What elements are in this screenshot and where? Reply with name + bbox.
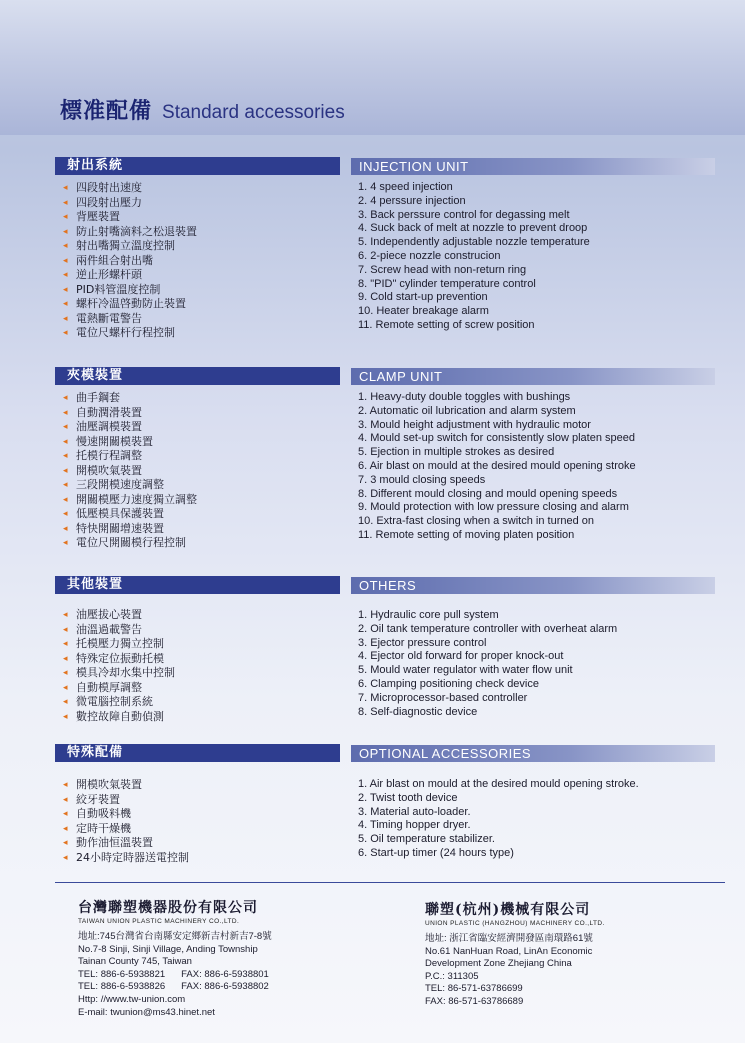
company-hangzhou — [425, 899, 605, 1009]
list-item: 3. Back perssure control for degassing melt — [358, 208, 570, 221]
section-title-zh-bar — [55, 157, 340, 175]
list-item-text: 防止射嘴滴料之松退裝置 — [76, 224, 197, 238]
list-item: 6. 2-piece nozzle construcion — [358, 249, 501, 262]
list-item: 11. Remote setting of moving platen position — [358, 528, 575, 541]
list-item: 5. Ejection in multiple strokes as desired — [358, 446, 555, 459]
section-injection-unit — [55, 157, 715, 347]
list-item-text: 螺杆冷温啓動防止裝置 — [76, 297, 186, 310]
list-item: 6. Clamping positioning check device — [358, 677, 539, 690]
list-item-text: 特殊定位振動托模 — [76, 651, 164, 665]
bullet-icon: ◂ — [63, 823, 68, 834]
list-item: 3. Material auto-loader. — [358, 805, 471, 818]
phone-row — [78, 981, 272, 994]
list-item: 1. 4 speed injection — [358, 181, 453, 193]
section-title-en: OPTIONAL ACCESSORIES — [359, 746, 532, 761]
list-item — [63, 507, 197, 522]
address-line: No.7-8 Sinji, Sinji Village, Anding Township — [78, 943, 258, 955]
list-item — [63, 666, 175, 681]
tel-number: TEL: 86-571-63786699 — [425, 983, 523, 995]
list-item: 4. Suck back of melt at nozzle to prevent droop — [358, 222, 588, 235]
list-item — [63, 464, 197, 479]
list-item — [63, 449, 197, 464]
list-item-text: 開模吹氣裝置 — [76, 778, 142, 791]
en-item-list — [358, 778, 639, 861]
bullet-icon: ◂ — [63, 523, 68, 534]
company-taiwan — [78, 897, 272, 1019]
list-item-text: 特快開關增速裝置 — [76, 521, 164, 535]
list-item: 1. Air blast on mould at the desired mould opening stroke. — [358, 778, 639, 790]
bullet-icon: ◂ — [63, 780, 68, 790]
en-item-list — [358, 391, 636, 543]
list-item — [63, 493, 197, 508]
section-title-zh: 特殊配備 — [67, 745, 124, 760]
bullet-icon: ◂ — [63, 538, 68, 548]
list-item-text: 低壓模具保護裝置 — [76, 507, 164, 520]
list-item-text: 微電腦控制系統 — [76, 695, 153, 708]
list-item — [63, 836, 189, 851]
list-item: 1. Heavy-duty double toggles with bushings — [358, 391, 571, 403]
bullet-icon: ◂ — [63, 328, 68, 338]
section-title-en: OTHERS — [359, 578, 417, 593]
bullet-icon: ◂ — [63, 241, 68, 251]
address-line: 地址:745台灣省台南縣安定鄉新吉村新吉7-8號 — [78, 931, 272, 942]
list-item-text: 油壓拔心裝置 — [76, 608, 142, 621]
list-item-text: 自動吸料機 — [76, 807, 131, 820]
bullet-icon: ◂ — [63, 838, 68, 848]
list-item — [63, 225, 197, 240]
section-header — [55, 576, 715, 594]
bullet-icon: ◂ — [63, 197, 68, 208]
list-item — [63, 681, 175, 696]
page-title-en: Standard accessories — [162, 102, 345, 123]
bullet-icon: ◂ — [63, 313, 68, 324]
bullet-icon: ◂ — [63, 610, 68, 620]
fax-number: FAX: 886-6-5938802 — [181, 981, 269, 993]
list-item — [63, 478, 197, 493]
section-title-zh: 射出系統 — [67, 158, 124, 173]
zh-item-list — [63, 181, 197, 341]
bullet-icon: ◂ — [63, 509, 68, 519]
footer-divider — [55, 882, 725, 883]
list-item — [63, 778, 189, 793]
bullet-icon: ◂ — [63, 624, 68, 635]
list-item — [63, 851, 189, 866]
list-item — [63, 822, 189, 837]
company-contact — [425, 933, 605, 1009]
list-item — [63, 268, 197, 283]
en-item-list — [358, 181, 590, 333]
bullet-icon: ◂ — [63, 653, 68, 664]
list-item-text: 油溫過載警告 — [76, 622, 142, 636]
list-item: 11. Remote setting of screw position — [358, 318, 535, 331]
list-item-text: 背壓裝置 — [76, 210, 120, 223]
list-item — [63, 522, 197, 537]
list-item: 6. Air blast on mould at the desired mould opening stroke — [358, 459, 636, 472]
list-item-text: 曲手鋼套 — [76, 391, 120, 404]
section-header — [55, 367, 715, 385]
list-item — [63, 695, 175, 710]
website-link[interactable]: Http: //www.tw-union.com — [78, 993, 186, 1005]
bullet-icon: ◂ — [63, 422, 68, 432]
list-item: 1. Hydraulic core pull system — [358, 609, 499, 621]
bullet-icon: ◂ — [63, 183, 68, 193]
zh-item-list — [63, 391, 197, 551]
list-item: 4. Mould set-up switch for consistently slow platen speed — [358, 432, 635, 445]
list-item-text: 開模吹氣裝置 — [76, 463, 142, 477]
bullet-icon: ◂ — [63, 407, 68, 418]
list-item — [63, 536, 197, 551]
bullet-icon: ◂ — [63, 436, 68, 447]
list-item-text: 電位尺開關模行程控制 — [76, 536, 186, 549]
list-item: 7. Microprocessor-based controller — [358, 691, 528, 704]
tel-number: TEL: 886-6-5938821 — [78, 968, 166, 980]
list-item-text: 慢速開關模裝置 — [76, 434, 153, 448]
list-item-text: 絞牙裝置 — [76, 792, 120, 806]
bullet-icon: ◂ — [63, 809, 68, 819]
list-item: 2. Oil tank temperature controller with overheat alarm — [358, 622, 618, 635]
list-item-text: 電熱斷電警告 — [76, 311, 142, 325]
section-title-en: CLAMP UNIT — [359, 369, 443, 384]
list-item — [63, 652, 175, 667]
list-item-text: 模具冷却水集中控制 — [76, 666, 175, 679]
list-item: 7. Screw head with non-return ring — [358, 263, 527, 276]
bullet-icon: ◂ — [63, 668, 68, 678]
list-item-text: 動作油恒溫裝置 — [76, 836, 153, 849]
list-item-text: 射出嘴獨立溫度控制 — [76, 239, 175, 252]
list-item: 10. Extra-fast closing when a switch in turned on — [358, 515, 595, 528]
list-item-text: 油壓調模裝置 — [76, 420, 142, 433]
list-item: 2. Automatic oil lubrication and alarm system — [358, 404, 576, 417]
list-item: 9. Mould protection with low pressure closing and alarm — [358, 501, 629, 514]
list-item — [63, 283, 197, 298]
bullet-icon: ◂ — [63, 480, 68, 490]
list-item: 8. Self-diagnostic device — [358, 705, 478, 718]
section-title-zh: 其他裝置 — [67, 577, 124, 592]
list-item-text: 開關模壓力速度獨立調整 — [76, 492, 197, 506]
list-item-text: 自動模厚調整 — [76, 680, 142, 694]
list-item-text: 自動潤滑裝置 — [76, 405, 142, 419]
list-item-text: 四段射出壓力 — [76, 195, 142, 209]
list-item: 8. "PID" cylinder temperature control — [358, 277, 536, 290]
bullet-icon: ◂ — [63, 212, 68, 222]
list-item-text: PID料管溫度控制 — [76, 282, 161, 296]
list-item-text: 電位尺螺杆行程控制 — [76, 326, 175, 339]
list-item — [63, 608, 175, 623]
bullet-icon: ◂ — [63, 465, 68, 476]
list-item-text: 四段射出速度 — [76, 181, 142, 194]
bullet-icon: ◂ — [63, 852, 68, 863]
company-contact — [78, 931, 272, 1019]
company-name-en: UNION PLASTIC (HANGZHOU) MACHINERY CO.,LTD. — [425, 920, 605, 927]
bullet-icon: ◂ — [63, 255, 68, 266]
section-title-en-bar — [351, 368, 715, 385]
section-title-en-bar — [351, 745, 715, 762]
list-item-text: 數控故障自動偵測 — [76, 709, 164, 723]
list-item-text: 托模行程調整 — [76, 449, 142, 462]
list-item: 2. 4 perssure injection — [358, 194, 466, 207]
list-item: 6. Start-up timer (24 hours type) — [358, 846, 514, 859]
bullet-icon: ◂ — [63, 494, 68, 505]
bullet-icon: ◂ — [63, 711, 68, 722]
tel-number: TEL: 886-6-5938826 — [78, 981, 166, 993]
list-item: 3. Ejector pressure control — [358, 636, 487, 649]
list-item — [63, 420, 197, 435]
list-item: 9. Cold start-up prevention — [358, 291, 488, 304]
bullet-icon: ◂ — [63, 270, 68, 280]
section-title-zh-bar — [55, 367, 340, 385]
section-header — [55, 157, 715, 175]
section-title-zh-bar — [55, 744, 340, 762]
list-item — [63, 312, 197, 327]
list-item — [63, 391, 197, 406]
page-title-zh: 標准配備 — [60, 98, 153, 124]
fax-number: FAX: 886-6-5938801 — [181, 968, 269, 980]
address-line: Development Zone Zhejiang China — [425, 958, 572, 970]
list-item: 4. Ejector old forward for proper knock-out — [358, 650, 564, 663]
postal-code: P.C.: 311305 — [425, 970, 479, 982]
list-item — [63, 297, 197, 312]
list-item-text: 定時干燥機 — [76, 821, 131, 835]
bullet-icon: ◂ — [63, 682, 68, 693]
list-item — [63, 254, 197, 269]
zh-item-list — [63, 778, 189, 865]
list-item — [63, 239, 197, 254]
list-item — [63, 210, 197, 225]
section-title-en: INJECTION UNIT — [359, 159, 469, 174]
list-item: 10. Heater breakage alarm — [358, 305, 489, 318]
list-item — [63, 807, 189, 822]
list-item — [63, 406, 197, 421]
bullet-icon: ◂ — [63, 697, 68, 707]
bullet-icon: ◂ — [63, 393, 68, 403]
bullet-icon: ◂ — [63, 639, 68, 649]
list-item: 3. Mould height adjustment with hydraulic motor — [358, 418, 591, 431]
list-item-text: 三段開模速度調整 — [76, 478, 164, 491]
section-title-en-bar — [351, 158, 715, 175]
list-item — [63, 326, 197, 341]
bullet-icon: ◂ — [63, 284, 68, 295]
email-link[interactable]: E-mail: twunion@ms43.hinet.net — [78, 1006, 215, 1018]
list-item — [63, 435, 197, 450]
list-item-text: 托模壓力獨立控制 — [76, 637, 164, 650]
address-line: 地址: 浙江省臨安經濟開發區南環路61號 — [425, 933, 593, 944]
list-item: 2. Twist tooth device — [358, 791, 458, 804]
fax-number: FAX: 86-571-63786689 — [425, 995, 524, 1007]
zh-item-list — [63, 608, 175, 724]
en-item-list — [358, 609, 617, 719]
bullet-icon: ◂ — [63, 299, 68, 309]
list-item: 5. Oil temperature stabilizer. — [358, 833, 495, 846]
list-item-text: 逆止形螺杆頭 — [76, 268, 142, 281]
bullet-icon: ◂ — [63, 794, 68, 805]
list-item — [63, 196, 197, 211]
section-title-en-bar — [351, 577, 715, 594]
page-title — [60, 94, 345, 124]
phone-row — [78, 969, 272, 982]
company-name-zh: 聯塑(杭州)機械有限公司 — [425, 902, 591, 918]
company-name-en: TAIWAN UNION PLASTIC MACHINERY CO.,LTD. — [78, 918, 240, 925]
section-clamp-unit — [55, 367, 715, 557]
section-header — [55, 744, 715, 762]
address-line: Tainan County 745, Taiwan — [78, 956, 192, 968]
bullet-icon: ◂ — [63, 226, 68, 237]
list-item — [63, 623, 175, 638]
list-item: 4. Timing hopper dryer. — [358, 819, 471, 832]
list-item — [63, 710, 175, 725]
list-item-text: 24小時定時器送電控制 — [76, 850, 189, 864]
section-title-zh: 夾模裝置 — [67, 368, 124, 383]
section-others — [55, 576, 715, 726]
bullet-icon: ◂ — [63, 451, 68, 461]
list-item — [63, 793, 189, 808]
section-title-zh-bar — [55, 576, 340, 594]
list-item: 5. Independently adjustable nozzle temperature — [358, 236, 590, 249]
list-item — [63, 637, 175, 652]
company-name-zh: 台灣聯塑機器股份有限公司 — [78, 900, 258, 916]
address-line: No.61 NanHuan Road, LinAn Economic — [425, 945, 593, 957]
list-item-text: 兩件組合射出嘴 — [76, 253, 153, 267]
list-item: 5. Mould water regulator with water flow unit — [358, 664, 573, 677]
section-optional-accessories — [55, 744, 715, 869]
list-item — [63, 181, 197, 196]
list-item: 7. 3 mould closing speeds — [358, 473, 486, 486]
list-item: 8. Different mould closing and mould opening speeds — [358, 487, 618, 500]
